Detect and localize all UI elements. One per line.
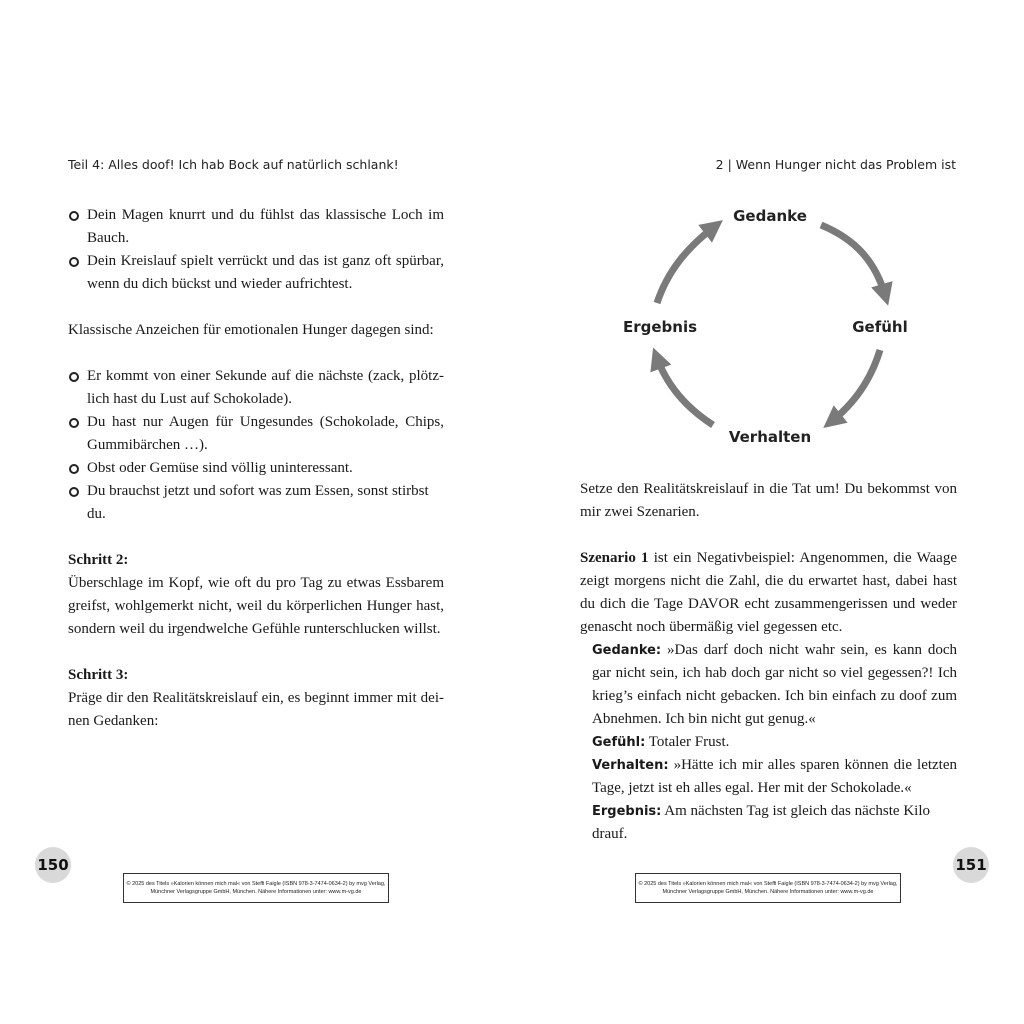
step-3-title: Schritt 3: (68, 667, 129, 683)
ergebnis-entry (592, 800, 957, 846)
reality-cycle-diagram (600, 195, 930, 457)
cycle-arrow (657, 358, 713, 425)
copyright-box-right (635, 873, 901, 903)
step-3-text: Präge dir den Realitätskreislauf ein, es beginnt immer mit deinen Gedanken: (68, 690, 444, 729)
copyright-line: Münchner Verlagsgruppe GmbH, München. Nähere Informationen unter: www.m-vg.de (150, 889, 362, 895)
emotional-hunger-intro: Klassische Anzeichen für emotionalen Hunger dagegen sind: (68, 322, 434, 338)
verhalten-text: »Hätte ich mir alles sparen können die letzten Tage, jetzt ist eh alles egal. Her mit der Schokolade.« (592, 757, 957, 796)
page-number-right: 151 (953, 847, 989, 883)
verhalten-label: Verhalten: (592, 758, 669, 773)
copyright-line: © 2025 des Titels »Kalorien können mich mal« von Steffi Faigle (ISBN 978-3-7474-0634-2) by mvg Verlag, (638, 881, 898, 887)
scenario-1 (580, 547, 957, 639)
running-header-left: Teil 4: Alles doof! Ich hab Bock auf natürlich schlank! (68, 157, 399, 172)
scenario-1-breakdown (580, 639, 957, 846)
verhalten-entry (592, 754, 957, 800)
scenario-intro: Setze den Realitätskreislauf in die Tat um! Du bekommst von mir zwei Szenarien. (580, 481, 957, 520)
right-page-body (580, 478, 957, 846)
cycle-arrow (821, 225, 885, 295)
scenario-1-label: Szenario 1 (580, 550, 649, 566)
gefuehl-text: Totaler Frust. (645, 734, 730, 750)
step-2-title: Schritt 2: (68, 552, 129, 568)
copyright-box-left (123, 873, 389, 903)
cycle-arrow (657, 227, 714, 303)
node-verhalten: Verhalten (728, 428, 812, 446)
gedanke-label: Gedanke: (592, 643, 662, 658)
gefuehl-label: Gefühl: (592, 735, 646, 750)
emotional-hunger-list (68, 365, 444, 526)
step-2-text: Überschlage im Kopf, wie oft du pro Tag zu etwas Essbarem greifst, wohlgemerkt nicht, weil du körperlichen Hunger hast, sondern weil du irgendwelche Gefühle runterschlucken willst. (68, 575, 444, 637)
list-item: Dein Kreislauf spielt verrückt und das ist ganz oft spürbar, wenn du dich bückst und wieder aufrichtest. (68, 250, 444, 296)
list-item: Obst oder Gemüse sind völlig uninteressant. (68, 457, 444, 480)
cycle-arrow (832, 350, 880, 421)
gedanke-entry (592, 639, 957, 731)
list-item: Du brauchst jetzt und sofort was zum Essen, sonst stirbst du. (68, 480, 444, 526)
page-number-left: 150 (35, 847, 71, 883)
physical-hunger-list (68, 204, 444, 296)
gefuehl-entry (592, 731, 957, 754)
gedanke-text: »Das darf doch nicht wahr sein, es kann doch gar nicht sein, ich hab doch gar nicht so viel gegessen?! Ich krieg’s einfach nicht gebacken. Ich bin einfach zu doof zum Abnehmen. Ich bin nicht gut genug.« (592, 642, 957, 727)
ergebnis-label: Ergebnis: (592, 804, 662, 819)
node-gefuehl: Gefühl (852, 318, 908, 336)
running-header-right: 2 | Wenn Hunger nicht das Problem ist (715, 157, 956, 172)
copyright-line: © 2025 des Titels »Kalorien können mich mal« von Steffi Faigle (ISBN 978-3-7474-0634-2) by mvg Verlag, (126, 881, 386, 887)
list-item: Er kommt von einer Sekunde auf die nächste (zack, plötzlich hast du Lust auf Schokolade). (68, 365, 444, 411)
node-gedanke: Gedanke (733, 207, 807, 225)
list-item: Du hast nur Augen für Ungesundes (Schokolade, Chips, Gummibärchen …). (68, 411, 444, 457)
copyright-line: Münchner Verlagsgruppe GmbH, München. Nähere Informationen unter: www.m-vg.de (662, 889, 874, 895)
left-page-body (68, 204, 444, 733)
ergebnis-text: Am nächsten Tag ist gleich das nächste Kilo drauf. (592, 803, 930, 842)
node-ergebnis: Ergebnis (622, 318, 698, 336)
list-item: Dein Magen knurrt und du fühlst das klassische Loch im Bauch. (68, 204, 444, 250)
scenario-1-text: ist ein Negativbeispiel: Angenommen, die Waage zeigt morgens nicht die Zahl, die du erwartet hast, dabei hast du dich die Tage DAVOR echt zusammengerissen und weder genascht noch übermäßig viel gegessen etc. (580, 550, 957, 635)
